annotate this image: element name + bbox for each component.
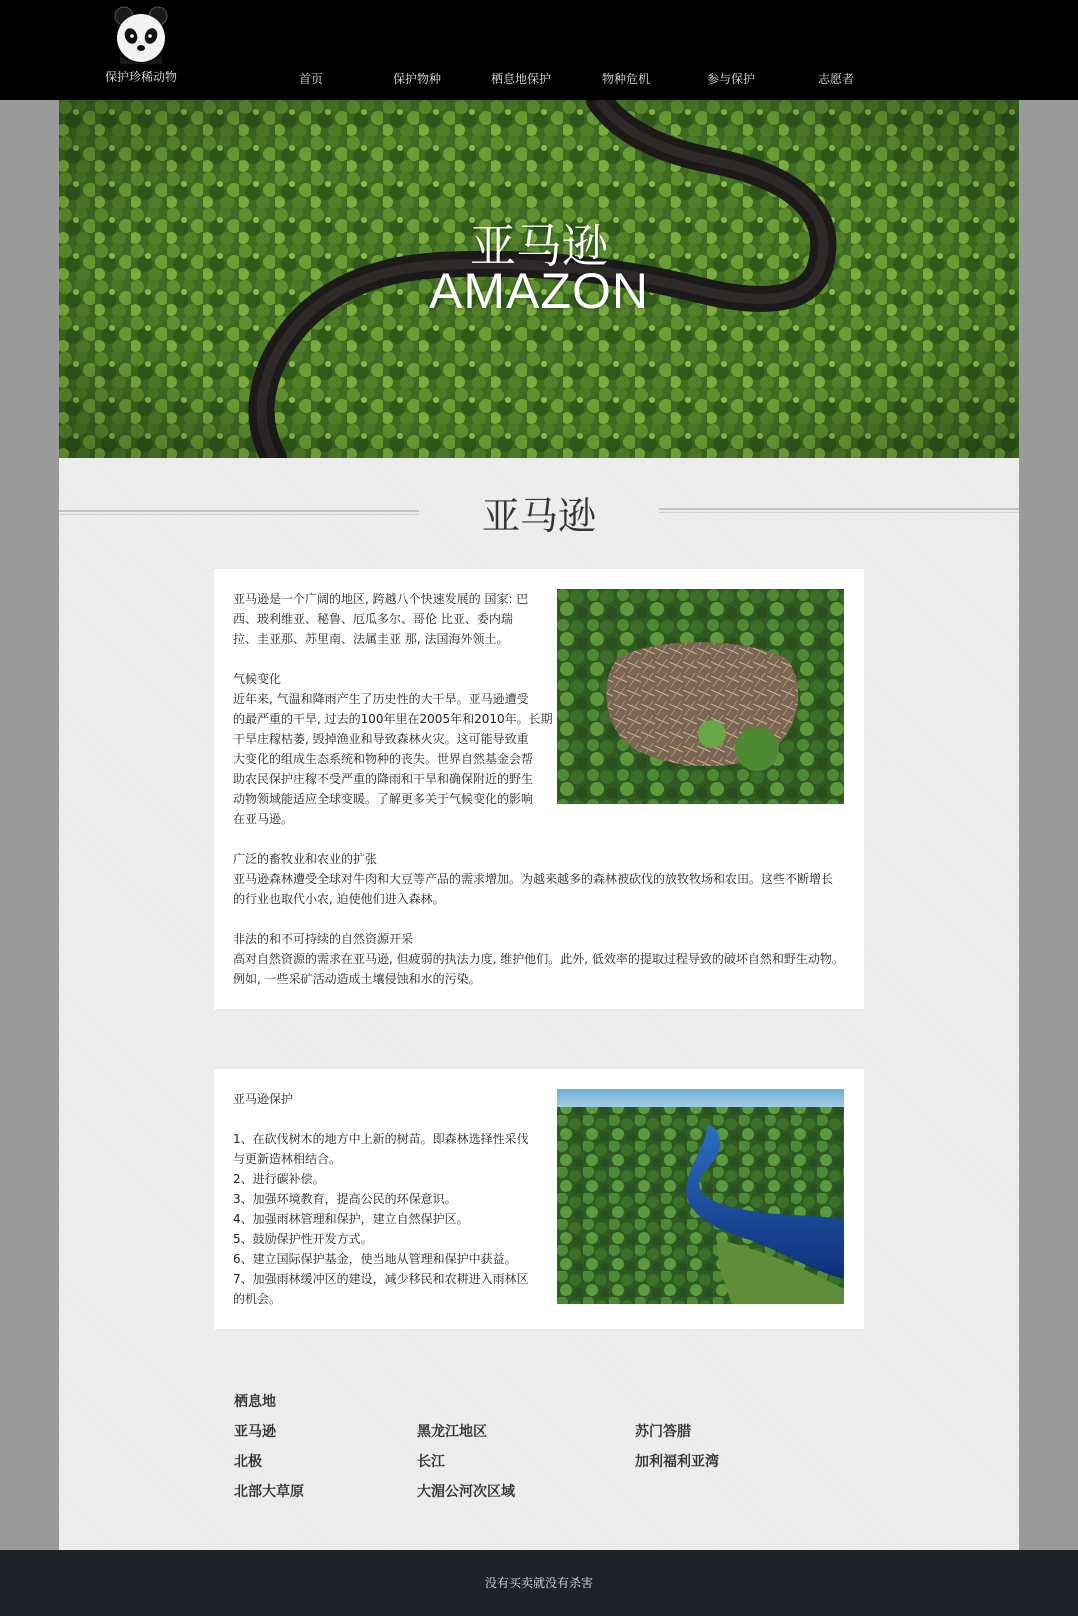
- hero-title-en: AMAZON: [429, 263, 649, 319]
- habitat-link-yangtze[interactable]: 长江: [417, 1454, 445, 1470]
- climate-line: 的最严重的干旱, 过去的100年里在2005年和2010年。长期: [233, 712, 553, 726]
- protection-item: 7、加强雨林缓冲区的建设，减少移民和农耕进入雨林区: [233, 1272, 529, 1286]
- climate-line: 助农民保护庄稼不受严重的降雨和干旱和确保附近的野生: [233, 772, 534, 786]
- intro-line: 拉、圭亚那、苏里南、法属圭亚 那, 法国海外领土。: [233, 632, 509, 646]
- habitat-link-greater-mekong[interactable]: 大湄公河次区域: [417, 1484, 515, 1500]
- ranching-line: 的行业也取代小农, 迫使他们进入森林。: [233, 892, 445, 906]
- climate-line: 干旱庄稼枯萎, 毁掉渔业和导致森林火灾。这可能导致重: [233, 732, 529, 746]
- intro-line: 亚马逊是一个广阔的地区, 跨越八个快速发展的 国家: 巴: [233, 592, 529, 606]
- climate-line: 大变化的组成生态系统和物种的丧失。世界自然基金会帮: [233, 752, 534, 766]
- amazon-info-card: [214, 569, 864, 1009]
- habitat-title: 栖息地: [234, 1394, 276, 1410]
- footer-slogan: 没有买卖就没有杀害: [484, 1576, 593, 1590]
- climate-line: 动物领域能适应全球变暖。了解更多关于气候变化的影响: [233, 792, 534, 806]
- habitat-link-sumatra[interactable]: 苏门答腊: [635, 1424, 691, 1440]
- nav-item-habitat[interactable]: 栖息地保护: [490, 72, 551, 86]
- protection-item: 1、在砍伐树木的地方中上新的树苗。即森林选择性采伐: [233, 1132, 529, 1146]
- climate-line: 在亚马逊。: [233, 812, 294, 826]
- section-heading: [59, 485, 1019, 545]
- main-nav: [0, 70, 1078, 90]
- protection-title: 亚马逊保护: [233, 1092, 294, 1106]
- panda-logo-icon: [112, 6, 170, 66]
- habitat-link-amazon[interactable]: 亚马逊: [234, 1424, 276, 1440]
- climate-line: 近年来, 气温和降雨产生了历史性的大干旱。亚马逊遭受: [233, 692, 529, 706]
- river-lake-image: [557, 1089, 844, 1304]
- site-footer: [0, 1550, 1078, 1616]
- amazon-protection-card: [214, 1069, 864, 1329]
- site-header: [0, 0, 1078, 100]
- protection-item: 2、进行碳补偿。: [233, 1172, 325, 1186]
- ranching-title: 广泛的畜牧业和农业的扩张: [233, 852, 378, 866]
- intro-line: 西、玻利维亚、秘鲁、厄瓜多尔、哥伦 比亚、委内瑞: [233, 612, 513, 626]
- main-content: [59, 100, 1019, 1550]
- nav-item-home[interactable]: 首页: [298, 72, 323, 86]
- section-title: 亚马逊: [481, 494, 596, 538]
- deforestation-image: [557, 589, 844, 804]
- protection-item: 与更新造林相结合。: [233, 1152, 342, 1166]
- logo-text: 保护珍稀动物: [104, 70, 177, 84]
- habitat-links: [234, 1391, 934, 1511]
- nav-item-volunteer[interactable]: 志愿者: [817, 72, 854, 86]
- nav-item-protected-species[interactable]: 保护物种: [392, 72, 441, 86]
- hero-title-cn: 亚马逊: [470, 220, 608, 272]
- protection-item: 6、建立国际保护基金，使当地从管理和保护中获益。: [233, 1252, 517, 1266]
- resource-title: 非法的和不可持续的自然资源开采: [233, 932, 414, 946]
- hero-banner: [59, 100, 1019, 458]
- protection-text: [233, 1089, 529, 1309]
- resource-line: 例如, 一些采矿活动造成土壤侵蚀和水的污染。: [233, 972, 481, 986]
- nav-item-species-crisis[interactable]: 物种危机: [601, 72, 650, 86]
- habitat-link-heilongjiang[interactable]: 黑龙江地区: [417, 1424, 487, 1440]
- protection-item: 的机会。: [233, 1292, 282, 1306]
- habitat-link-arctic[interactable]: 北极: [234, 1454, 262, 1470]
- protection-item: 3、加强环境教育，提高公民的环保意识。: [233, 1192, 457, 1206]
- habitat-link-northern-prairie[interactable]: 北部大草原: [234, 1484, 304, 1500]
- ranching-line: 亚马逊森林遭受全球对牛肉和大豆等产品的需求增加。为越来越多的森林被砍伐的放牧牧场和农田。这些不断增长: [233, 872, 834, 886]
- protection-item: 5、鼓励保护性开发方式。: [233, 1232, 373, 1246]
- habitat-link-gulf-of-california[interactable]: 加利福利亚湾: [635, 1454, 719, 1470]
- resource-line: 高对自然资源的需求在亚马逊, 但疲弱的执法力度, 维护他们。此外, 低效率的提取过程导致的破坏自然和野生动物。: [233, 952, 844, 966]
- climate-title: 气候变化: [233, 672, 282, 686]
- protection-item: 4、加强雨林管理和保护，建立自然保护区。: [233, 1212, 469, 1226]
- nav-item-participate[interactable]: 参与保护: [706, 72, 755, 86]
